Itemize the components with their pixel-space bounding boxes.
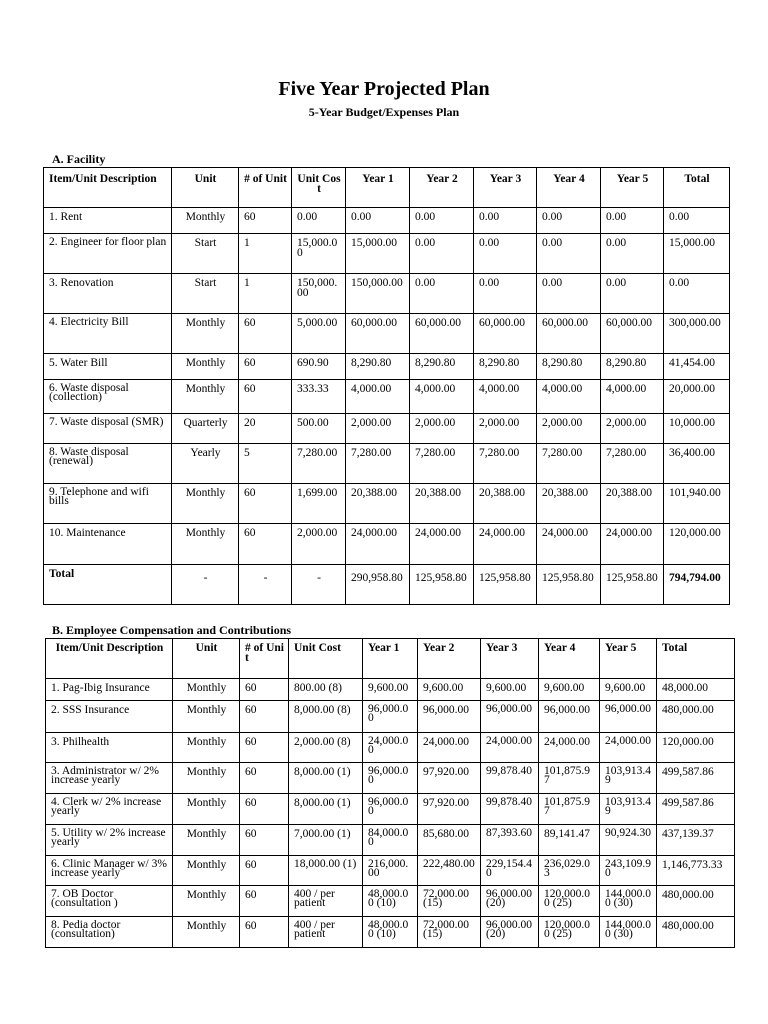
table-cell: 96,000.00 <box>481 701 539 733</box>
table-cell: 9,600.00 <box>418 679 481 701</box>
table-row <box>44 444 730 484</box>
table-row <box>46 763 735 794</box>
table-header-row <box>44 168 730 208</box>
table-cell: 8,000.00 (1) <box>289 763 363 794</box>
table-cell: Monthly <box>172 354 239 380</box>
table-cell: Monthly <box>173 856 240 886</box>
table-cell: 8,000.00 (1) <box>289 794 363 825</box>
table-cell: 0.00 <box>474 234 537 274</box>
table-cell: 0.00 <box>664 208 730 234</box>
table-cell: 36,400.00 <box>664 444 730 484</box>
column-header: Year 4 <box>539 639 600 679</box>
column-header: Year 3 <box>481 639 539 679</box>
table-cell: 99,878.40 <box>481 763 539 794</box>
table-cell: 480,000.00 <box>657 917 735 948</box>
table-cell: 96,000.00 <box>600 701 657 733</box>
table-cell: 2,000.00 <box>537 414 601 444</box>
table-cell: 60 <box>240 917 289 948</box>
table-cell: 144,000.00 (30) <box>600 886 657 917</box>
table-cell: 60 <box>239 484 292 524</box>
table-cell: 8. Pedia doctor (consultation) <box>46 917 173 948</box>
column-header: # of Unit <box>240 639 289 679</box>
table-cell: 9. Telephone and wifi bills <box>44 484 172 524</box>
table-cell: 2,000.00 <box>474 414 537 444</box>
table-cell: 7,280.00 <box>537 444 601 484</box>
column-header: Year 3 <box>474 168 537 208</box>
table-cell: 96,000.00 <box>363 701 418 733</box>
column-header: Year 5 <box>600 639 657 679</box>
table-cell: 4,000.00 <box>346 380 410 414</box>
table-cell: 7,280.00 <box>346 444 410 484</box>
table-cell: 8,290.80 <box>474 354 537 380</box>
column-header: # of Unit <box>239 168 292 208</box>
table-cell: Monthly <box>172 208 239 234</box>
table-cell: 0.00 <box>601 208 664 234</box>
table-cell: 0.00 <box>292 208 346 234</box>
table-cell: 90,924.30 <box>600 825 657 856</box>
table-cell: 101,875.97 <box>539 794 600 825</box>
table-cell: 2,000.00 <box>601 414 664 444</box>
table-cell: Yearly <box>172 444 239 484</box>
table-cell: 0.00 <box>410 208 474 234</box>
table-cell: 85,680.00 <box>418 825 481 856</box>
employee-table <box>45 638 735 948</box>
table-cell: 2. SSS Insurance <box>46 701 173 733</box>
table-row <box>46 794 735 825</box>
table-cell: 5. Utility w/ 2% increase yearly <box>46 825 173 856</box>
table-row <box>44 484 730 524</box>
table-cell: 0.00 <box>410 274 474 314</box>
table-cell: 7,000.00 (1) <box>289 825 363 856</box>
column-header: Item/Unit Description <box>44 168 172 208</box>
table-cell: 0.00 <box>474 208 537 234</box>
table-cell: - <box>239 565 292 605</box>
table-cell: Monthly <box>173 679 240 701</box>
table-cell: 0.00 <box>664 274 730 314</box>
table-cell: 103,913.49 <box>600 794 657 825</box>
table-cell: 0.00 <box>346 208 410 234</box>
table-cell: 5 <box>239 444 292 484</box>
table-cell: Monthly <box>173 763 240 794</box>
table-cell: 60 <box>240 763 289 794</box>
table-cell: 72,000.00 (15) <box>418 917 481 948</box>
table-cell: 500.00 <box>292 414 346 444</box>
table-cell: 7,280.00 <box>601 444 664 484</box>
table-cell: 125,958.80 <box>537 565 601 605</box>
table-cell: 125,958.80 <box>410 565 474 605</box>
table-cell: 222,480.00 <box>418 856 481 886</box>
table-cell: 60 <box>240 856 289 886</box>
table-cell: 24,000.00 <box>539 733 600 763</box>
table-cell: 96,000.00 (20) <box>481 886 539 917</box>
table-cell: 20 <box>239 414 292 444</box>
table-cell: Monthly <box>173 825 240 856</box>
table-cell: 0.00 <box>474 274 537 314</box>
table-cell: 216,000.00 <box>363 856 418 886</box>
table-cell: 84,000.00 <box>363 825 418 856</box>
table-cell: 499,587.86 <box>657 794 735 825</box>
table-cell: 18,000.00 (1) <box>289 856 363 886</box>
table-cell: 24,000.00 <box>537 524 601 565</box>
table-cell: - <box>292 565 346 605</box>
table-cell: 150,000.00 <box>292 274 346 314</box>
table-cell: 87,393.60 <box>481 825 539 856</box>
document-title: Five Year Projected Plan <box>278 78 490 100</box>
table-cell: 99,878.40 <box>481 794 539 825</box>
table-cell: 60 <box>240 794 289 825</box>
table-cell: 6. Clinic Manager w/ 3% increase yearly <box>46 856 173 886</box>
table-cell: 4. Clerk w/ 2% increase yearly <box>46 794 173 825</box>
table-cell: 0.00 <box>601 234 664 274</box>
table-cell: 60,000.00 <box>410 314 474 354</box>
table-cell: 15,000.00 <box>346 234 410 274</box>
table-header-row <box>46 639 735 679</box>
table-cell: 9,600.00 <box>600 679 657 701</box>
table-cell: 15,000.00 <box>292 234 346 274</box>
table-cell: Monthly <box>173 794 240 825</box>
table-cell: 1 <box>239 274 292 314</box>
column-header: Year 1 <box>346 168 410 208</box>
table-cell: 20,388.00 <box>410 484 474 524</box>
table-cell: 1,146,773.33 <box>657 856 735 886</box>
table-cell: 7,280.00 <box>292 444 346 484</box>
column-header: Item/Unit Description <box>46 639 173 679</box>
table-cell: 236,029.03 <box>539 856 600 886</box>
table-cell: 15,000.00 <box>664 234 730 274</box>
table-cell: 9,600.00 <box>481 679 539 701</box>
table-cell: 96,000.00 <box>363 763 418 794</box>
column-header: Year 1 <box>363 639 418 679</box>
table-cell: 96,000.00 <box>363 794 418 825</box>
table-cell: 9,600.00 <box>363 679 418 701</box>
table-cell: 3. Administrator w/ 2% increase yearly <box>46 763 173 794</box>
column-header: Unit Cost <box>289 639 363 679</box>
table-cell: 24,000.00 <box>410 524 474 565</box>
table-cell: 499,587.86 <box>657 763 735 794</box>
table-row <box>46 886 735 917</box>
table-cell: 60 <box>239 314 292 354</box>
table-cell: 60 <box>239 354 292 380</box>
table-cell: 300,000.00 <box>664 314 730 354</box>
table-row <box>44 234 730 274</box>
table-cell: 0.00 <box>537 274 601 314</box>
table-cell: 96,000.00 <box>418 701 481 733</box>
table-row <box>46 701 735 733</box>
table-row <box>44 414 730 444</box>
table-cell: 2,000.00 (8) <box>289 733 363 763</box>
table-cell: 20,388.00 <box>474 484 537 524</box>
section-heading-employee: B. Employee Compensation and Contributions <box>52 623 292 637</box>
table-cell: 10. Maintenance <box>44 524 172 565</box>
table-cell: 72,000.00 (15) <box>418 886 481 917</box>
table-cell: 0.00 <box>537 208 601 234</box>
table-cell: 8,290.80 <box>410 354 474 380</box>
table-cell: 41,454.00 <box>664 354 730 380</box>
table-cell: 103,913.49 <box>600 763 657 794</box>
table-cell: 20,000.00 <box>664 380 730 414</box>
table-cell: 6. Waste disposal (collection) <box>44 380 172 414</box>
document-subtitle: 5-Year Budget/Expenses Plan <box>308 105 460 119</box>
table-cell: 290,958.80 <box>346 565 410 605</box>
table-cell: 0.00 <box>537 234 601 274</box>
column-header: Unit <box>172 168 239 208</box>
table-cell: 24,000.00 <box>418 733 481 763</box>
table-cell: 437,139.37 <box>657 825 735 856</box>
table-cell: 97,920.00 <box>418 794 481 825</box>
table-cell: 96,000.00 <box>539 701 600 733</box>
table-cell: 60 <box>239 208 292 234</box>
facility-table <box>43 167 730 605</box>
table-cell: 60 <box>239 380 292 414</box>
table-cell: 8. Waste disposal (renewal) <box>44 444 172 484</box>
table-cell: 10,000.00 <box>664 414 730 444</box>
table-cell: 24,000.00 <box>474 524 537 565</box>
table-row <box>44 274 730 314</box>
table-cell: 125,958.80 <box>474 565 537 605</box>
column-header: Unit Cost <box>292 168 346 208</box>
table-cell: 2. Engineer for floor plan <box>44 234 172 274</box>
table-cell: 24,000.00 <box>363 733 418 763</box>
table-cell: 4,000.00 <box>537 380 601 414</box>
table-row <box>46 825 735 856</box>
section-heading-facility: A. Facility <box>52 152 106 166</box>
table-cell: 3. Philhealth <box>46 733 173 763</box>
table-cell: 1 <box>239 234 292 274</box>
table-cell: Start <box>172 274 239 314</box>
column-header: Year 4 <box>537 168 601 208</box>
table-cell: 60 <box>240 825 289 856</box>
table-row <box>46 733 735 763</box>
table-cell: 3. Renovation <box>44 274 172 314</box>
column-header: Year 2 <box>410 168 474 208</box>
table-cell: Start <box>172 234 239 274</box>
total-row <box>44 565 730 605</box>
table-cell: 7. Waste disposal (SMR) <box>44 414 172 444</box>
table-cell: 2,000.00 <box>292 524 346 565</box>
table-cell: 243,109.90 <box>600 856 657 886</box>
table-row <box>46 917 735 948</box>
table-cell: 229,154.40 <box>481 856 539 886</box>
table-cell: 20,388.00 <box>537 484 601 524</box>
table-cell: 5. Water Bill <box>44 354 172 380</box>
table-cell: 20,388.00 <box>346 484 410 524</box>
table-cell: Monthly <box>173 886 240 917</box>
table-cell: 4. Electricity Bill <box>44 314 172 354</box>
table-cell: 60 <box>240 701 289 733</box>
table-cell: 1,699.00 <box>292 484 346 524</box>
table-cell: 97,920.00 <box>418 763 481 794</box>
table-cell: 4,000.00 <box>474 380 537 414</box>
table-cell: 48,000.00 (10) <box>363 917 418 948</box>
table-cell: 24,000.00 <box>601 524 664 565</box>
table-cell: Monthly <box>172 524 239 565</box>
table-cell: 690.90 <box>292 354 346 380</box>
table-cell: 60,000.00 <box>474 314 537 354</box>
table-row <box>44 354 730 380</box>
table-cell: 60 <box>240 733 289 763</box>
table-row <box>44 524 730 565</box>
table-cell: 60,000.00 <box>601 314 664 354</box>
table-cell: 24,000.00 <box>481 733 539 763</box>
table-cell: 60 <box>239 524 292 565</box>
column-header: Year 5 <box>601 168 664 208</box>
table-cell: 8,290.80 <box>537 354 601 380</box>
table-cell: 48,000.00 (10) <box>363 886 418 917</box>
table-cell: 48,000.00 <box>657 679 735 701</box>
table-cell: 89,141.47 <box>539 825 600 856</box>
table-cell: 60,000.00 <box>537 314 601 354</box>
table-cell: 7,280.00 <box>410 444 474 484</box>
table-cell: 101,940.00 <box>664 484 730 524</box>
table-row <box>46 856 735 886</box>
table-cell: 400 / per patient <box>289 917 363 948</box>
table-cell: 333.33 <box>292 380 346 414</box>
table-row <box>44 208 730 234</box>
table-cell: 24,000.00 <box>346 524 410 565</box>
table-cell: Monthly <box>172 314 239 354</box>
grand-total-cell: 794,794.00 <box>664 565 730 605</box>
table-cell: 60 <box>240 886 289 917</box>
column-header: Total <box>664 168 730 208</box>
column-header: Unit <box>173 639 240 679</box>
table-cell: 96,000.00 (20) <box>481 917 539 948</box>
table-cell: 8,290.80 <box>346 354 410 380</box>
table-cell: 2,000.00 <box>410 414 474 444</box>
table-cell: 120,000.00 <box>664 524 730 565</box>
table-cell: 0.00 <box>601 274 664 314</box>
table-cell: 8,290.80 <box>601 354 664 380</box>
table-cell: Monthly <box>173 733 240 763</box>
table-row <box>44 314 730 354</box>
table-cell: 7,280.00 <box>474 444 537 484</box>
table-cell: 20,388.00 <box>601 484 664 524</box>
table-cell: 24,000.00 <box>600 733 657 763</box>
table-cell: 2,000.00 <box>346 414 410 444</box>
table-cell: 4,000.00 <box>601 380 664 414</box>
table-cell: 4,000.00 <box>410 380 474 414</box>
table-cell: 5,000.00 <box>292 314 346 354</box>
column-header: Year 2 <box>418 639 481 679</box>
table-cell: 8,000.00 (8) <box>289 701 363 733</box>
table-row <box>44 380 730 414</box>
table-cell: 800.00 (8) <box>289 679 363 701</box>
table-cell: Monthly <box>172 380 239 414</box>
table-row <box>46 679 735 701</box>
table-cell: 120,000.00 (25) <box>539 917 600 948</box>
table-cell: 1. Rent <box>44 208 172 234</box>
table-cell: 1. Pag-Ibig Insurance <box>46 679 173 701</box>
column-header: Total <box>657 639 735 679</box>
table-cell: Monthly <box>172 484 239 524</box>
table-cell: 144,000.00 (30) <box>600 917 657 948</box>
table-cell: 125,958.80 <box>601 565 664 605</box>
table-cell: 150,000.00 <box>346 274 410 314</box>
table-cell: Quarterly <box>172 414 239 444</box>
table-cell: Monthly <box>173 701 240 733</box>
table-cell: 101,875.97 <box>539 763 600 794</box>
table-cell: - <box>172 565 239 605</box>
table-cell: 480,000.00 <box>657 886 735 917</box>
table-cell: 480,000.00 <box>657 701 735 733</box>
table-cell: 9,600.00 <box>539 679 600 701</box>
table-cell: 60,000.00 <box>346 314 410 354</box>
table-cell: Monthly <box>173 917 240 948</box>
table-cell: 400 / per patient <box>289 886 363 917</box>
table-cell: 7. OB Doctor (consultation ) <box>46 886 173 917</box>
table-cell: 60 <box>240 679 289 701</box>
total-label: Total <box>44 565 172 605</box>
table-cell: 0.00 <box>410 234 474 274</box>
table-cell: 120,000.00 <box>657 733 735 763</box>
table-cell: 120,000.00 (25) <box>539 886 600 917</box>
